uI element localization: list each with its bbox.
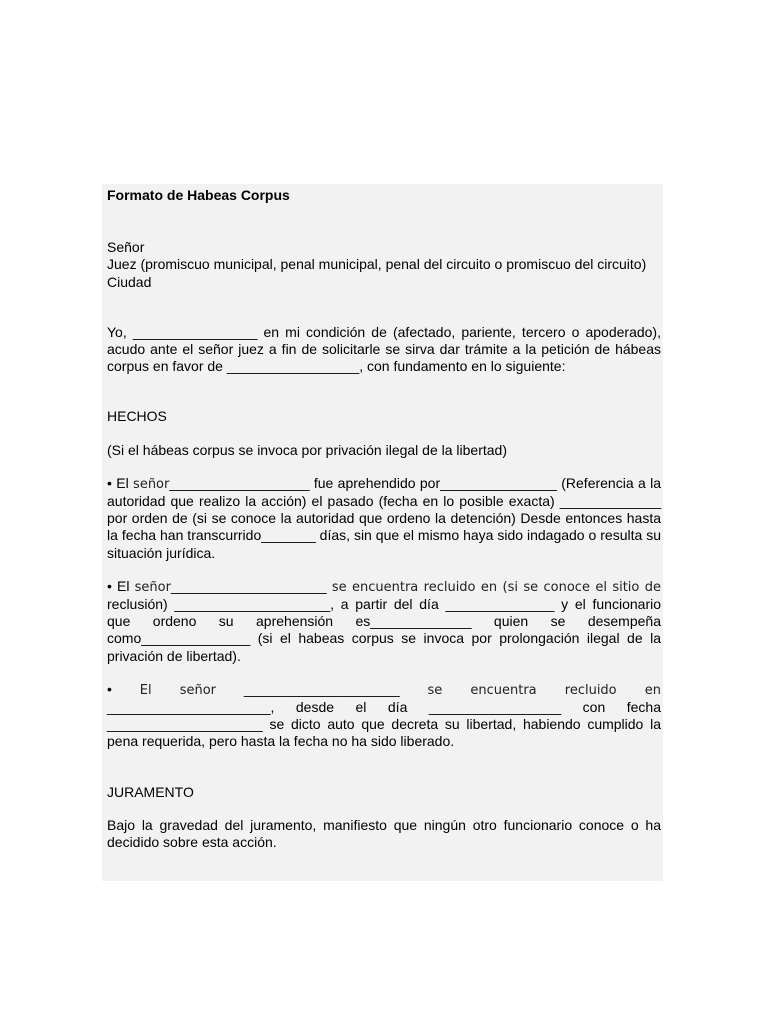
hechos-bullet-2: [107, 578, 661, 665]
bullet-1-prefix: • El: [107, 474, 134, 491]
bullet-3-rest: _____________________, desde el día _________________ con fecha ____________________ se dicto auto que decreta su libertad, habiendo cumplido la pena requerida, pero hasta la fecha no ha sido liberado.: [107, 699, 661, 750]
intro-paragraph: Yo, ________________ en mi condición de (afectado, pariente, tercero o apoderado), acudo ante el señor juez a fin de solicitarle se sirva dar trámite a la petición de hábeas corpus en favor de _________________, con fundamento en lo siguiente:: [107, 323, 661, 375]
juramento-text: Bajo la gravedad del juramento, manifiesto que ningún otro funcionario conoce o ha decidido sobre esta acción.: [107, 816, 661, 851]
bullet-1-senor: señor: [133, 476, 170, 492]
document-title: Formato de Habeas Corpus: [107, 187, 290, 203]
bullet-3-recluido: se encuentra recluido en: [427, 682, 661, 698]
address-city: Ciudad: [107, 273, 152, 290]
bullet-3-blank: ____________________: [216, 680, 428, 697]
bullet-3-el: El: [139, 682, 180, 698]
hechos-bullet-1: [107, 475, 661, 562]
hechos-heading: HECHOS: [107, 408, 167, 425]
bullet-2-recluido: se encuentra recluido en (si se conoce el sitio de: [331, 579, 661, 595]
bullet-2-senor: señor: [134, 579, 171, 595]
address-salutation: Señor: [107, 239, 145, 256]
bullet-2-rest: reclusión) ____________________, a partir del día ______________ y el funcionario que ordeno su aprehensión es_____________ quien se desempeña como______________ (si el habeas corpus se invoca por prolongación ilegal de la privación de libertad).: [107, 596, 661, 664]
bullet-1-rest: __________________ fue aprehendido por_______________ (Referencia a la autoridad que realizo la acción) el pasado (fecha en lo posible exacta) _____________ por orden de (si se conoce la autoridad que ordeno la detención) Desde entonces hasta la fecha han transcurrido_______ días, sin que el mismo haya sido indagado o resulta su situación jurídica.: [107, 474, 661, 561]
hechos-note: (Si el hábeas corpus se invoca por privación ilegal de la libertad): [107, 441, 507, 458]
document-content: [107, 187, 661, 851]
bullet-3-prefix: •: [107, 680, 140, 697]
hechos-bullet-3: [107, 681, 661, 751]
juramento-heading: JURAMENTO: [107, 783, 194, 800]
bullet-2-prefix: • El: [107, 577, 135, 594]
bullet-3-senor: señor: [179, 682, 217, 698]
address-judge: Juez (promiscuo municipal, penal municipal, penal del circuito o promiscuo del circuito): [107, 256, 647, 273]
bullet-2-blank: ____________________: [170, 577, 332, 594]
